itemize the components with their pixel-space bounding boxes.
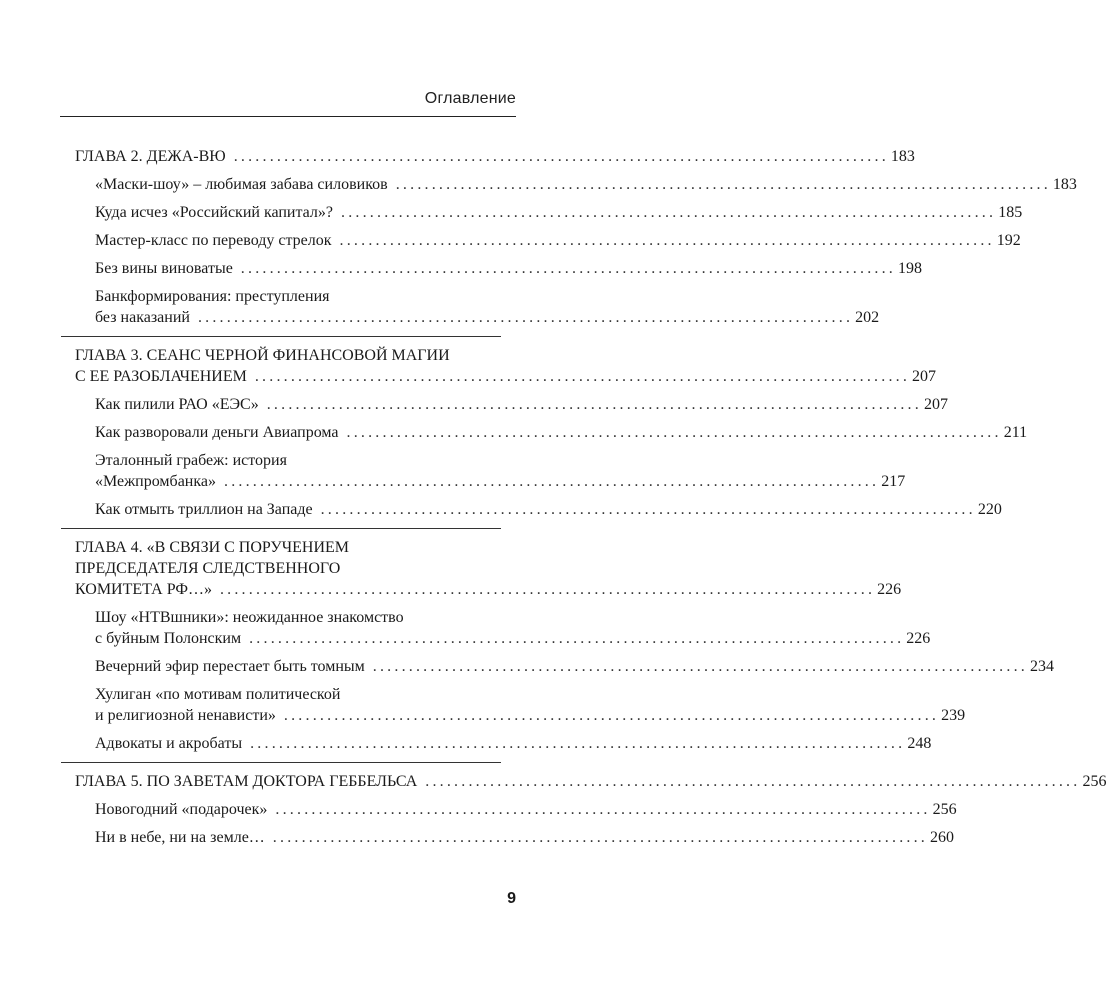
toc-section-entry[interactable]: [75, 656, 1054, 677]
toc-entry-line: [75, 146, 915, 167]
toc-entry-line: [95, 827, 954, 848]
toc-entry-title: Ни в небе, ни на земле…: [95, 829, 265, 846]
toc-page-number: 234: [1029, 658, 1054, 675]
dot-leader: ...........................................................................................: [266, 396, 922, 413]
toc-entry-line: [95, 684, 501, 705]
toc-entry-title: без наказаний: [95, 309, 190, 326]
dot-leader: ...........................................................................................: [346, 424, 1002, 441]
dot-leader: ...........................................................................................: [224, 473, 880, 490]
toc-entry-title: ГЛАВА 4. «В СВЯЗИ С ПОРУЧЕНИЕМ: [75, 539, 350, 556]
dot-leader: ...........................................................................................: [250, 735, 906, 752]
toc-section-entry[interactable]: [75, 450, 906, 492]
toc-entry-line: [95, 174, 1077, 195]
header-rule: [60, 116, 516, 117]
toc-entry-title: ГЛАВА 2. ДЕЖА-ВЮ: [75, 148, 226, 165]
toc-entry-title: Как отмыть триллион на Западе: [95, 501, 313, 518]
dot-leader: ...........................................................................................: [240, 260, 896, 277]
toc-entry-line: [75, 771, 1106, 792]
toc-entry-line: [95, 656, 1054, 677]
toc-entry-title: Эталонный грабеж: история: [95, 452, 287, 469]
toc-section-entry[interactable]: [75, 394, 948, 415]
toc-page-number: 256: [1082, 773, 1106, 790]
toc-entry-title: Хулиган «по мотивам политической: [95, 686, 341, 703]
toc-chapter-entry[interactable]: [75, 146, 915, 167]
dot-leader: ...........................................................................................: [197, 309, 854, 326]
toc-chapter-entry[interactable]: [75, 771, 1106, 792]
chapter-separator: [61, 528, 501, 529]
toc-page-number: 239: [941, 707, 966, 724]
toc-chapter-entry[interactable]: [75, 537, 902, 600]
toc-entry-title: Шоу «НТВшники»: неожиданное знакомство: [95, 609, 404, 626]
toc-chapter-entry[interactable]: [75, 345, 937, 387]
toc-entry-line: [95, 628, 931, 649]
toc-entry-line: [95, 286, 501, 307]
toc-page-number: 183: [890, 148, 915, 165]
dot-leader: ...........................................................................................: [275, 801, 931, 818]
toc-page-number: 211: [1003, 424, 1028, 441]
toc-entry-title: Куда исчез «Российский капитал»?: [95, 204, 333, 221]
toc-entry-title: и религиозной ненависти»: [95, 707, 276, 724]
toc-entry-line: [95, 258, 922, 279]
toc-entry-line: [75, 345, 501, 366]
toc-section-entry[interactable]: [75, 827, 954, 848]
toc-page-number: 198: [898, 260, 922, 277]
toc-section-entry[interactable]: [75, 733, 932, 754]
toc-page-number: 183: [1052, 176, 1077, 193]
toc-entry-line: [95, 450, 501, 471]
toc-section-entry[interactable]: [75, 422, 1028, 443]
toc-section-entry[interactable]: [75, 607, 931, 649]
toc-page-number: 226: [906, 630, 931, 647]
toc-entry-line: [95, 422, 1028, 443]
dot-leader: ...........................................................................................: [320, 501, 976, 518]
toc-entry-line: [95, 705, 966, 726]
toc-entry-title: Адвокаты и акробаты: [95, 735, 243, 752]
dot-leader: ...........................................................................................: [249, 630, 905, 647]
toc-entry-line: [95, 499, 1002, 520]
toc-page-number: 192: [996, 232, 1021, 249]
toc-entry-title: Мастер-класс по переводу стрелок: [95, 232, 332, 249]
toc-section-entry[interactable]: [75, 202, 1023, 223]
dot-leader: ...........................................................................................: [395, 176, 1051, 193]
toc-section-entry[interactable]: [75, 684, 966, 726]
toc-section-entry[interactable]: [75, 799, 957, 820]
toc-entry-title: ГЛАВА 5. ПО ЗАВЕТАМ ДОКТОРА ГЕББЕЛЬСА: [75, 773, 418, 790]
toc-section-entry[interactable]: [75, 499, 1002, 520]
toc-entry-title: «Межпромбанка»: [95, 473, 216, 490]
toc-page-number: 226: [877, 581, 902, 598]
toc-entry-line: [95, 607, 501, 628]
dot-leader: ...........................................................................................: [254, 368, 911, 385]
toc-page-number: 185: [998, 204, 1023, 221]
toc-entry-title: Новогодний «подарочек»: [95, 801, 268, 818]
toc-page-number: 207: [912, 368, 937, 385]
toc-entry-title: Как разворовали деньги Авиапрома: [95, 424, 339, 441]
toc-page-number: 202: [855, 309, 880, 326]
toc-page-number: 260: [930, 829, 954, 846]
dot-leader: ...........................................................................................: [372, 658, 1028, 675]
toc-section-entry[interactable]: [75, 230, 1021, 251]
dot-leader: ...........................................................................................: [219, 581, 876, 598]
toc-entry-line: [75, 366, 937, 387]
toc-page-number: 248: [907, 735, 932, 752]
dot-leader: ...........................................................................................: [425, 773, 1081, 790]
dot-leader: ...........................................................................................: [283, 707, 940, 724]
toc-entry-title: ГЛАВА 3. СЕАНС ЧЕРНОЙ ФИНАНСОВОЙ МАГИИ: [75, 347, 450, 364]
toc-page-number: 220: [977, 501, 1002, 518]
table-of-contents: [75, 146, 1106, 856]
toc-page-number: 256: [932, 801, 957, 818]
toc-entry-title: с буйным Полонским: [95, 630, 242, 647]
toc-entry-line: [75, 558, 501, 579]
dot-leader: ...........................................................................................: [339, 232, 995, 249]
toc-entry-line: [75, 579, 902, 600]
toc-entry-title: Вечерний эфир перестает быть томным: [95, 658, 365, 675]
toc-entry-title: Без вины виноватые: [95, 260, 233, 277]
toc-entry-line: [95, 733, 932, 754]
toc-section-entry[interactable]: [75, 258, 922, 279]
page-number: 9: [507, 890, 516, 907]
toc-page-number: 207: [923, 396, 948, 413]
chapter-separator: [61, 336, 501, 337]
toc-entry-line: [95, 471, 906, 492]
toc-entry-line: [95, 394, 948, 415]
toc-page-number: 217: [881, 473, 906, 490]
toc-entry-title: КОМИТЕТА РФ…»: [75, 581, 212, 598]
toc-entry-line: [95, 307, 880, 328]
toc-entry-title: Как пилили РАО «ЕЭС»: [95, 396, 259, 413]
toc-entry-line: [95, 799, 957, 820]
toc-section-entry[interactable]: [75, 286, 880, 328]
toc-entry-line: [95, 230, 1021, 251]
toc-entry-line: [95, 202, 1023, 223]
dot-leader: ...........................................................................................: [341, 204, 997, 221]
dot-leader: ...........................................................................................: [272, 829, 928, 846]
toc-entry-title: Банкформирования: преступления: [95, 288, 330, 305]
toc-entry-title: ПРЕДСЕДАТЕЛЯ СЛЕДСТВЕННОГО: [75, 560, 341, 577]
running-head: Оглавление: [424, 90, 516, 107]
toc-section-entry[interactable]: [75, 174, 1077, 195]
chapter-separator: [61, 762, 501, 763]
toc-entry-title: С ЕЕ РАЗОБЛАЧЕНИЕМ: [75, 368, 247, 385]
toc-entry-line: [75, 537, 501, 558]
toc-entry-title: «Маски-шоу» – любимая забава силовиков: [95, 176, 388, 193]
dot-leader: ...........................................................................................: [233, 148, 889, 165]
